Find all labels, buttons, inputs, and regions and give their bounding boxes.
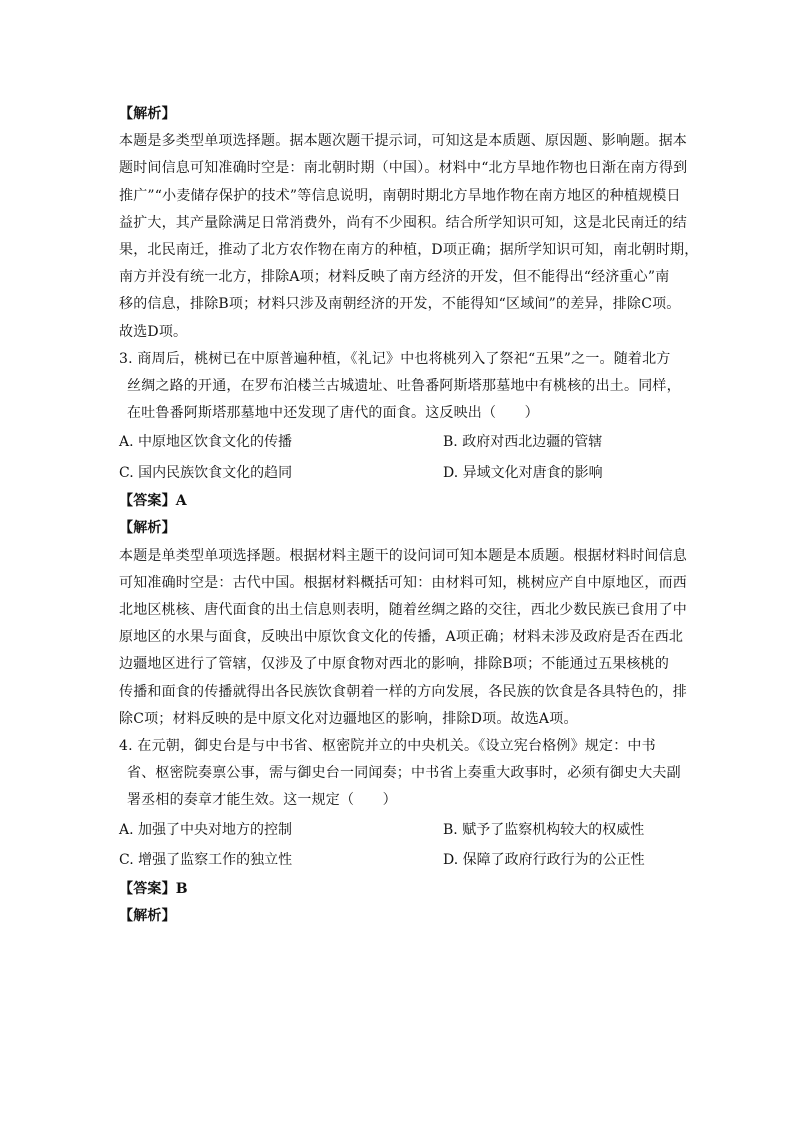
analysis-label: 【解析】 bbox=[119, 520, 176, 537]
option-row bbox=[119, 815, 687, 846]
analysis-line: 题时间信息可知准确时空是：南北朝时期（中国）。材料中“北方旱地作物也日渐在南方得到 bbox=[119, 160, 688, 177]
analysis-line: 本题是多类型单项选择题。据本题次题干提示词，可知这是本质题、原因题、影响题。据本 bbox=[119, 133, 687, 150]
option-b: B. 政府对西北边疆的管辖 bbox=[443, 434, 603, 451]
option-b: B. 赋予了监察机构较大的权威性 bbox=[443, 821, 645, 838]
question-line: 省、枢密院奏禀公事，需与御史台一同闻奏；中书省上奏重大政事时，必须有御史大夫副 bbox=[127, 765, 681, 782]
analysis-line: 故选D项。 bbox=[119, 323, 188, 340]
question-line: 在吐鲁番阿斯塔那墓地中还发现了唐代的面食。这反映出（ ） bbox=[127, 405, 539, 422]
analysis-line: 可知准确时空是：古代中国。根据材料概括可知：由材料可知，桃树应产自中原地区，而西 bbox=[119, 574, 687, 591]
question-line: 3. 商周后，桃树已在中原普遍种植，《礼记》中也将桃列入了祭祀“五果”之一。随着北方 bbox=[119, 350, 671, 367]
option-c: C. 国内民族饮食文化的趋同 bbox=[119, 464, 293, 481]
analysis-line: 益扩大，其产量除满足日常消费外，尚有不少囤积。结合所学知识可知，这是北民南迁的结 bbox=[119, 214, 687, 231]
question-line: 4. 在元朝，御史台是与中书省、枢密院并立的中央机关。《设立宪台格例》规定：中书 bbox=[119, 737, 656, 754]
analysis-line: 移的信息，排除B项；材料只涉及南朝经济的开发，不能得知“区域间”的差异，排除C项。 bbox=[119, 296, 681, 313]
document-content bbox=[119, 101, 699, 930]
question-3-options bbox=[119, 427, 687, 488]
analysis-paragraph bbox=[119, 543, 687, 733]
option-d: D. 保障了政府行政行为的公正性 bbox=[443, 852, 645, 868]
answer-label: 【答案】B bbox=[119, 880, 188, 897]
analysis-line: 本题是单类型单项选择题。根据材料主题干的设问词可知本题是本质题。根据材料时间信息 bbox=[119, 547, 687, 564]
analysis-label: 【解析】 bbox=[119, 907, 176, 924]
option-c: C. 增强了监察工作的独立性 bbox=[119, 852, 293, 868]
option-a: A. 加强了中央对地方的控制 bbox=[119, 821, 293, 838]
answer-label: 【答案】A bbox=[119, 493, 187, 510]
analysis-line: 果，北民南迁，推动了北方农作物在南方的种植，D项正确；据所学知识可知，南北朝时期， bbox=[119, 241, 699, 258]
analysis-label: 【解析】 bbox=[119, 106, 176, 122]
option-a: A. 中原地区饮食文化的传播 bbox=[119, 434, 293, 451]
analysis-line: 原地区的水果与面食，反映出中原饮食文化的传播，A项正确；材料未涉及政府是否在西北 bbox=[119, 629, 684, 646]
option-row bbox=[119, 845, 687, 876]
analysis-line: 边疆地区进行了管辖，仅涉及了中原食物对西北的影响，排除B项；不能通过五果核桃的 bbox=[119, 656, 670, 673]
analysis-paragraph bbox=[119, 128, 699, 346]
option-row bbox=[119, 458, 687, 489]
question-line: 丝绸之路的开通，在罗布泊楼兰古城遗址、吐鲁番阿斯塔那墓地中有桃核的出土。同样， bbox=[127, 377, 681, 394]
question-3-stem bbox=[119, 346, 687, 428]
option-row bbox=[119, 427, 687, 458]
question-4-stem bbox=[119, 733, 687, 815]
analysis-line: 北地区桃核、唐代面食的出土信息则表明，随着丝绸之路的交往，西北少数民族已食用了中 bbox=[119, 602, 687, 618]
option-d: D. 异域文化对唐食的影响 bbox=[443, 464, 603, 481]
question-line: 署丞相的奏章才能生效。这一规定（ ） bbox=[127, 792, 397, 809]
question-4-options bbox=[119, 815, 687, 876]
analysis-line: 除C项；材料反映的是中原文化对边疆地区的影响，排除D项。故选A项。 bbox=[119, 710, 578, 727]
analysis-line: 推广”“小麦储存保护的技术”等信息说明，南朝时期北方旱地作物在南方地区的种植规模日 bbox=[119, 187, 681, 204]
analysis-line: 传播和面食的传播就得出各民族饮食朝着一样的方向发展，各民族的饮食是各具特色的，排 bbox=[119, 683, 687, 700]
analysis-line: 南方并没有统一北方，排除A项；材料反映了南方经济的开发，但不能得出“经济重心”南 bbox=[119, 269, 670, 286]
